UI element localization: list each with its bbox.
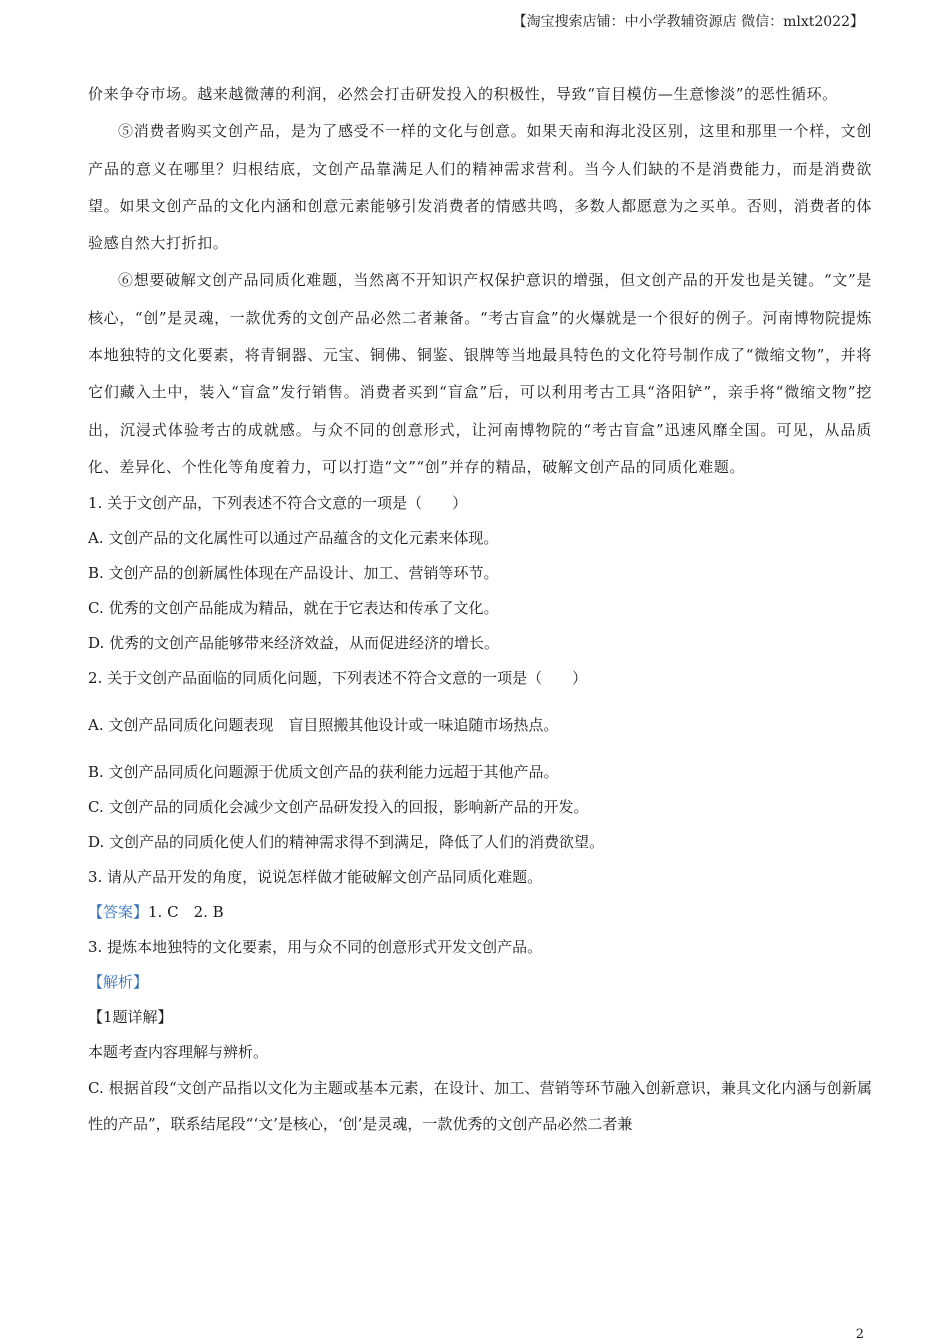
- passage-paragraph: 价来争夺市场。越来越微薄的利润，必然会打击研发投入的积极性，导致“盲目模仿—生意惨淡”的恶性循环。: [88, 85, 838, 103]
- page-number: 2: [855, 1327, 864, 1342]
- question-1: [88, 486, 872, 661]
- passage: [88, 76, 872, 486]
- option-c: C. 优秀的文创产品能成为精品，就在于它表达和传承了文化。: [88, 599, 499, 618]
- answer-mc: 1. C 2. B: [148, 903, 224, 922]
- option-d: D. 文创产品的同质化使人们的精神需求得不到满足，降低了人们的消费欲望。: [88, 833, 605, 852]
- option-a: A. 文创产品的文化属性可以通过产品蕴含的文化元素来体现。: [88, 529, 499, 548]
- option-a: A. 文创产品同质化问题表现 盲目照搬其他设计或一味追随市场热点。: [88, 716, 559, 735]
- page-header: 【淘宝搜索店铺：中小学教辅资源店 微信：mlxt2022】: [512, 14, 864, 30]
- question-stem: 2. 关于文创产品面临的同质化问题，下列表述不符合文意的一项是（ ）: [88, 669, 588, 688]
- answer-section: [88, 895, 872, 965]
- option-c: C. 文创产品的同质化会减少文创产品研发投入的回报，影响新产品的开发。: [88, 798, 589, 817]
- option-d: D. 优秀的文创产品能够带来经济效益，从而促进经济的增长。: [88, 634, 500, 653]
- option-b: B. 文创产品的创新属性体现在产品设计、加工、营销等环节。: [88, 564, 499, 583]
- option-b: B. 文创产品同质化问题源于优质文创产品的获利能力远超于其他产品。: [88, 763, 559, 782]
- question-3: [88, 860, 872, 895]
- question-stem: 3. 请从产品开发的角度，说说怎样做才能破解文创产品同质化难题。: [88, 868, 543, 887]
- analysis-text: C. 根据首段“文创产品指以文化为主题或基本元素，在设计、加工、营销等环节融入创新意识，兼具文化内涵与创新属性的产品”，联系结尾段“‘文’是核心，‘创’是灵魂，一款优秀的文创产品必然二者兼: [88, 1079, 872, 1134]
- answer-label: 【答案】: [88, 903, 149, 922]
- answer-line: [88, 895, 872, 930]
- analysis-q1-title: 【1题详解】: [88, 1008, 173, 1027]
- question-stem: 1. 关于文创产品，下列表述不符合文意的一项是（ ）: [88, 494, 468, 513]
- analysis-section: [88, 965, 872, 1142]
- passage-paragraph: ⑤消费者购买文创产品，是为了感受不一样的文化与创意。如果天南和海北没区别，这里和那里一个样，文创产品的意义在哪里？归根结底，文创产品靠满足人们的精神需求营利。当今人们缺的不是消费能力，而是消费欲望。如果文创产品的文化内涵和创意元素能够引发消费者的情感共鸣，多数人都愿意为之买单。否则，消费者的体验感自然大打折扣。: [88, 122, 872, 253]
- analysis-label: 【解析】: [88, 973, 149, 992]
- question-2: [88, 661, 872, 860]
- answer-q3: 3. 提炼本地独特的文化要素，用与众不同的创意形式开发文创产品。: [88, 938, 543, 957]
- analysis-intro: 本题考查内容理解与辨析。: [88, 1043, 269, 1062]
- passage-paragraph: ⑥想要破解文创产品同质化难题，当然离不开知识产权保护意识的增强，但文创产品的开发也是关键。“文”是核心，“创”是灵魂，一款优秀的文创产品必然二者兼备。“考古盲盒”的火爆就是一个很好的例子。河南博物院提炼本地独特的文化要素，将青铜器、元宝、铜佛、铜鉴、银牌等当地最具特色的文化符号制作成了“微缩文物”，并将它们藏入土中，装入“盲盒”发行销售。消费者买到“盲盒”后，可以利用考古工具“洛阳铲”，亲手将“微缩文物”挖出，沉浸式体验考古的成就感。与众不同的创意形式，让河南博物院的“考古盲盒”迅速风靡全国。可见，从品质化、差异化、个性化等角度着力，可以打造“文”“创”并存的精品，破解文创产品的同质化难题。: [88, 271, 872, 476]
- document-body: [88, 76, 872, 1142]
